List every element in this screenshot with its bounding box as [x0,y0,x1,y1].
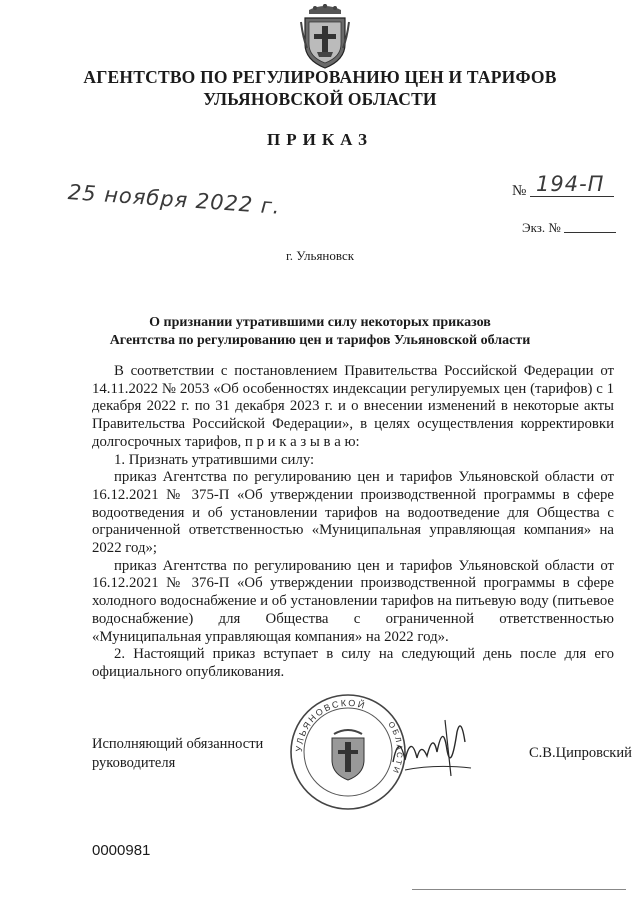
signer-position [92,735,263,773]
body-paragraph-preamble: В соответствии с постановлением Правительства Российской Федерации от 14.11.2022 № 2053 «Об особенностях индексации регулируемых цен (тарифов) с 1 декабря 2022 г. по 31 декабря 2023 г. и о внесении изменений в некоторые акты Правительства Российской Федерации», в целях осуществления корректировки долгосрочных тарифов, п р и к а з ы в а ю: [92,363,614,450]
handwritten-date: 25 ноября 2022 г. [67,180,282,219]
copy-number-underline [564,232,616,233]
order-number-underline [530,196,614,197]
body-paragraph-order375: приказ Агентства по регулированию цен и тарифов Ульяновской области от 16.12.2021 № 375-П «Об утверждении производственной программы в сфере водоотведения и об установлении тарифов на водоотведение для Общества с ограниченной ответственностью «Муниципальная управляющая компания» на 2022 год»; [92,469,614,557]
coat-of-arms-emblem [299,4,351,70]
handwritten-order-number: 194-П [536,172,605,196]
seal-text-side: ОБЛАСТИ [386,720,405,776]
bottom-divider [412,889,626,890]
body-paragraph-item1: 1. Признать утратившими силу: [114,451,315,468]
seal-text-top: УЛЬЯНОВСКОЙ [293,697,368,753]
order-body [92,363,614,682]
signer-name: С.В.Ципровский [529,745,632,761]
order-number-label: № [512,183,527,199]
registration-number: 0000981 [92,842,151,859]
agency-name [0,66,640,110]
body-paragraph-order376: приказ Агентства по регулированию цен и тарифов Ульяновской области от 16.12.2021 № 376-П «Об утверждении производственной программы в сфере холодного водоснабжение и об установлении тарифов на питьевую воду (питьевое водоснабжение) для Общества с ограниченной ответственностью «Муниципальная управляющая компания» на 2022 год». [92,557,614,645]
city-label: г. Ульяновск [285,248,355,263]
agency-name-line2: УЛЬЯНОВСКОЙ ОБЛАСТИ [203,89,437,109]
order-subject-line1: О признании утратившими силу некоторых приказов [149,315,491,330]
signer-position-line1: Исполняющий обязанности [92,736,264,752]
copy-number-label: Экз. № [522,220,561,235]
signer-position-line2: руководителя [92,755,176,771]
order-subject-line2: Агентства по регулированию цен и тарифов Ульяновской области [109,333,531,348]
handwritten-signature [385,712,475,782]
agency-name-line1: АГЕНТСТВО ПО РЕГУЛИРОВАНИЮ ЦЕН И ТАРИФОВ [83,67,557,87]
body-paragraph-item2: 2. Настоящий приказ вступает в силу на следующий день после для его официального опубликования. [92,646,614,680]
order-subject [0,314,640,350]
document-type-title: ПРИКАЗ [267,130,373,149]
